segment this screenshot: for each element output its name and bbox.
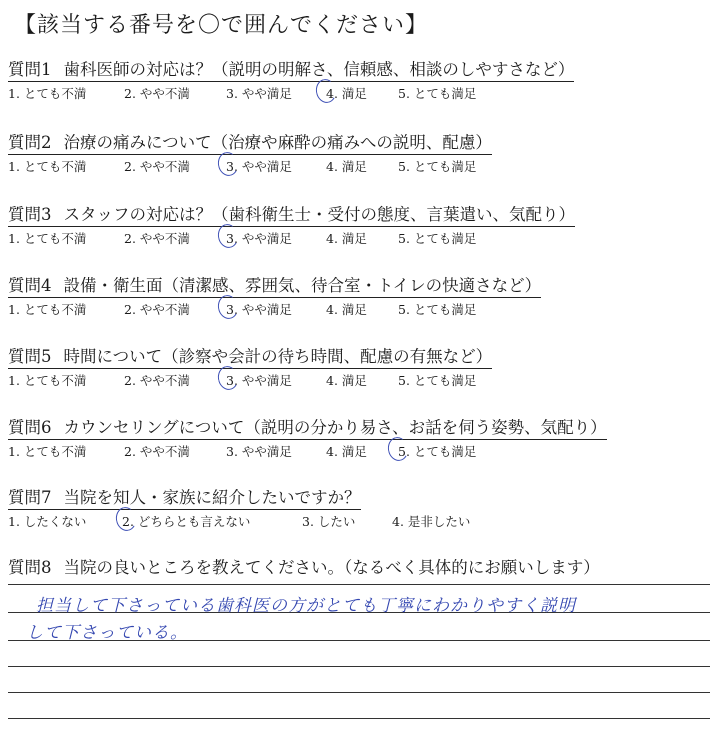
option-5[interactable]: 5. とても満足 bbox=[398, 231, 477, 246]
option-1[interactable]: 1. とても不満 bbox=[8, 159, 87, 174]
option-2[interactable]: 2. どちらとも言えない bbox=[122, 514, 251, 529]
options-row bbox=[8, 300, 708, 318]
answer-rule bbox=[8, 692, 710, 693]
option-1[interactable]: 1. したくない bbox=[8, 514, 87, 529]
option-2[interactable]: 2. やや不満 bbox=[124, 373, 190, 388]
question-text: 当院を知人・家族に紹介したいですか？ bbox=[63, 488, 361, 507]
option-2[interactable]: 2. やや不満 bbox=[124, 231, 190, 246]
question-1 bbox=[8, 60, 708, 102]
option-5[interactable]: 5. とても満足 bbox=[398, 159, 477, 174]
answer-rule bbox=[8, 584, 710, 585]
option-3[interactable]: 3. やや満足 bbox=[226, 373, 292, 388]
option-2[interactable]: 2. やや不満 bbox=[124, 159, 190, 174]
option-5[interactable]: 5. とても満足 bbox=[398, 444, 477, 459]
question-text: カウンセリングについて（説明の分かり易さ、お話を伺う姿勢、気配り） bbox=[63, 418, 607, 437]
question-number: 質問1 bbox=[8, 60, 52, 79]
option-2[interactable]: 2. やや不満 bbox=[124, 86, 190, 101]
option-5[interactable]: 5. とても満足 bbox=[398, 302, 477, 317]
options-row bbox=[8, 371, 708, 389]
question-title bbox=[8, 133, 492, 155]
option-4[interactable]: 4. 満足 bbox=[326, 373, 367, 388]
option-3[interactable]: 3. したい bbox=[302, 514, 356, 529]
question-8 bbox=[8, 558, 708, 579]
option-4[interactable]: 4. 満足 bbox=[326, 231, 367, 246]
option-4[interactable]: 4. 満足 bbox=[326, 159, 367, 174]
question-4 bbox=[8, 276, 708, 318]
question-number: 質問2 bbox=[8, 133, 52, 152]
option-2[interactable]: 2. やや不満 bbox=[124, 302, 190, 317]
question-text: 治療の痛みについて（治療や麻酔の痛みへの説明、配慮） bbox=[63, 133, 492, 152]
option-1[interactable]: 1. とても不満 bbox=[8, 444, 87, 459]
question-text: 歯科医師の対応は？（説明の明解さ、信頼感、相談のしやすさなど） bbox=[63, 60, 575, 79]
options-row bbox=[8, 84, 708, 102]
options-row bbox=[8, 442, 708, 460]
question-7 bbox=[8, 488, 708, 530]
option-3[interactable]: 3. やや満足 bbox=[226, 444, 292, 459]
answer-rule bbox=[8, 718, 710, 719]
option-1[interactable]: 1. とても不満 bbox=[8, 373, 87, 388]
question-2 bbox=[8, 133, 708, 175]
option-4[interactable]: 4. 満足 bbox=[326, 302, 367, 317]
instruction-header: 【該当する番号を〇で囲んでください】 bbox=[14, 13, 429, 38]
question-text: 設備・衛生面（清潔感、雰囲気、待合室・トイレの快適さなど） bbox=[63, 276, 542, 295]
option-4[interactable]: 4. 満足 bbox=[326, 86, 367, 101]
option-3[interactable]: 3. やや満足 bbox=[226, 231, 292, 246]
option-5[interactable]: 5. とても満足 bbox=[398, 373, 477, 388]
option-1[interactable]: 1. とても不満 bbox=[8, 231, 87, 246]
question-3 bbox=[8, 205, 708, 247]
question-title bbox=[8, 418, 607, 440]
question-title bbox=[8, 205, 575, 227]
question-title bbox=[8, 276, 541, 298]
option-2[interactable]: 2. やや不満 bbox=[124, 444, 190, 459]
option-3[interactable]: 3. やや満足 bbox=[226, 302, 292, 317]
option-4[interactable]: 4. 是非したい bbox=[392, 514, 471, 529]
option-1[interactable]: 1. とても不満 bbox=[8, 86, 87, 101]
question-text: 時間について（診察や会計の待ち時間、配慮の有無など） bbox=[63, 347, 493, 366]
question-text: スタッフの対応は？（歯科衛生士・受付の態度、言葉遣い、気配り） bbox=[63, 205, 575, 224]
question-6 bbox=[8, 418, 708, 460]
question-number: 質問6 bbox=[8, 418, 52, 437]
question-title bbox=[8, 60, 574, 82]
question-number: 質問5 bbox=[8, 347, 52, 366]
option-3[interactable]: 3. やや満足 bbox=[226, 159, 292, 174]
options-row bbox=[8, 512, 708, 530]
option-1[interactable]: 1. とても不満 bbox=[8, 302, 87, 317]
options-row bbox=[8, 157, 708, 175]
question-text: 当院の良いところを教えてください。（なるべく具体的にお願いします） bbox=[63, 558, 600, 577]
handwritten-answer-line-2: して下さっている。 bbox=[26, 623, 188, 643]
question-title bbox=[8, 558, 600, 579]
answer-rule bbox=[8, 666, 710, 667]
question-number: 質問4 bbox=[8, 276, 52, 295]
option-5[interactable]: 5. とても満足 bbox=[398, 86, 477, 101]
options-row bbox=[8, 229, 708, 247]
question-number: 質問7 bbox=[8, 488, 52, 507]
question-number: 質問8 bbox=[8, 558, 52, 577]
question-number: 質問3 bbox=[8, 205, 52, 224]
question-title bbox=[8, 488, 361, 510]
question-title bbox=[8, 347, 492, 369]
handwritten-answer-line-1: 担当して下さっている歯科医の方がとても丁寧にわかりやすく説明 bbox=[36, 596, 576, 616]
option-4[interactable]: 4. 満足 bbox=[326, 444, 367, 459]
option-3[interactable]: 3. やや満足 bbox=[226, 86, 292, 101]
question-5 bbox=[8, 347, 708, 389]
